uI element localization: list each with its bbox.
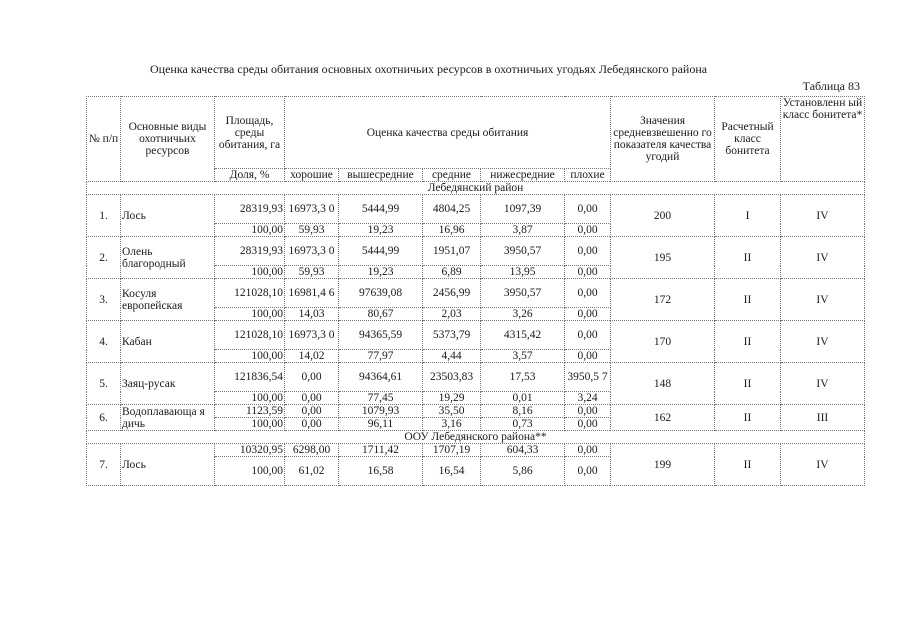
- cell-set-class: IV: [781, 444, 865, 486]
- cell-avg: 1951,07: [423, 237, 481, 266]
- cell-good: 16973,3 0: [285, 321, 339, 350]
- header-above: вышесредние: [339, 169, 423, 182]
- cell-bad-percent: 0,00: [565, 418, 611, 431]
- header-num: № п/п: [87, 97, 121, 182]
- table-row: [87, 237, 865, 266]
- cell-good-percent: 61,02: [285, 457, 339, 486]
- cell-area: 28319,93: [215, 195, 285, 224]
- row-number: 1.: [87, 195, 121, 237]
- cell-above-percent: 96,11: [339, 418, 423, 431]
- cell-area-percent: 100,00: [215, 457, 285, 486]
- cell-avg-percent: 2,03: [423, 308, 481, 321]
- cell-above-percent: 77,97: [339, 350, 423, 363]
- cell-good-percent: 0,00: [285, 418, 339, 431]
- row-number: 3.: [87, 279, 121, 321]
- row-number: 5.: [87, 363, 121, 405]
- header-share: Доля, %: [215, 169, 285, 182]
- cell-set-class: IV: [781, 363, 865, 405]
- header-calc-class: Расчетный класс бонитета: [715, 97, 781, 182]
- cell-set-class: III: [781, 405, 865, 431]
- header-bad: плохие: [565, 169, 611, 182]
- row-number: 4.: [87, 321, 121, 363]
- row-species: Заяц-русак: [121, 363, 215, 405]
- header-species: Основные виды охотничьих ресурсов: [121, 97, 215, 182]
- cell-area-percent: 100,00: [215, 418, 285, 431]
- cell-above-percent: 77,45: [339, 392, 423, 405]
- cell-bad-percent: 3,24: [565, 392, 611, 405]
- section-row: [87, 182, 865, 195]
- row-species: Водоплавающа я дичь: [121, 405, 215, 431]
- table-row: [87, 321, 865, 350]
- cell-below-percent: 13,95: [481, 266, 565, 279]
- cell-below-percent: 3,87: [481, 224, 565, 237]
- cell-above: 5444,99: [339, 195, 423, 224]
- row-number: 6.: [87, 405, 121, 431]
- section-title: Лебедянский район: [87, 182, 865, 195]
- cell-above: 94364,61: [339, 363, 423, 392]
- cell-weighted: 200: [611, 195, 715, 237]
- cell-bad-percent: 0,00: [565, 224, 611, 237]
- cell-good-percent: 0,00: [285, 392, 339, 405]
- cell-good: 16973,3 0: [285, 195, 339, 224]
- cell-weighted: 199: [611, 444, 715, 486]
- cell-set-class: IV: [781, 237, 865, 279]
- cell-bad: 0,00: [565, 279, 611, 308]
- cell-area-percent: 100,00: [215, 392, 285, 405]
- cell-bad: 0,00: [565, 444, 611, 457]
- cell-bad-percent: 0,00: [565, 308, 611, 321]
- header-area: Площадь, среды обитания, га: [215, 97, 285, 169]
- section-row: [87, 431, 865, 444]
- cell-calc-class: II: [715, 279, 781, 321]
- cell-avg: 5373,79: [423, 321, 481, 350]
- cell-set-class: IV: [781, 321, 865, 363]
- cell-bad-percent: 0,00: [565, 457, 611, 486]
- cell-avg-percent: 16,54: [423, 457, 481, 486]
- cell-set-class: IV: [781, 279, 865, 321]
- cell-weighted: 170: [611, 321, 715, 363]
- cell-area: 1123,59: [215, 405, 285, 418]
- cell-above: 97639,08: [339, 279, 423, 308]
- cell-bad-percent: 0,00: [565, 266, 611, 279]
- cell-calc-class: I: [715, 195, 781, 237]
- cell-avg: 2456,99: [423, 279, 481, 308]
- cell-good-percent: 14,03: [285, 308, 339, 321]
- cell-below: 4315,42: [481, 321, 565, 350]
- cell-calc-class: II: [715, 444, 781, 486]
- cell-avg-percent: 16,96: [423, 224, 481, 237]
- cell-above: 5444,99: [339, 237, 423, 266]
- row-species: Олень благородный: [121, 237, 215, 279]
- cell-area: 121836,54: [215, 363, 285, 392]
- table-row: [87, 279, 865, 308]
- cell-area-percent: 100,00: [215, 224, 285, 237]
- cell-good-percent: 59,93: [285, 224, 339, 237]
- cell-calc-class: II: [715, 363, 781, 405]
- cell-good: 16981,4 6: [285, 279, 339, 308]
- cell-good: 0,00: [285, 363, 339, 392]
- document-title: Оценка качества среды обитания основных охотничьих ресурсов в охотничьих угодьях Лебедянского района: [150, 62, 708, 76]
- cell-avg-percent: 6,89: [423, 266, 481, 279]
- cell-bad: 0,00: [565, 195, 611, 224]
- row-species: Лось: [121, 444, 215, 486]
- table-row: [87, 363, 865, 392]
- cell-avg: 4804,25: [423, 195, 481, 224]
- header-avg: средние: [423, 169, 481, 182]
- cell-weighted: 195: [611, 237, 715, 279]
- cell-area: 10320,95: [215, 444, 285, 457]
- cell-bad-percent: 0,00: [565, 350, 611, 363]
- cell-calc-class: II: [715, 237, 781, 279]
- cell-avg-percent: 4,44: [423, 350, 481, 363]
- cell-below: 3950,57: [481, 237, 565, 266]
- cell-below: 17,53: [481, 363, 565, 392]
- row-species: Косуля европейская: [121, 279, 215, 321]
- cell-below: 604,33: [481, 444, 565, 457]
- cell-below-percent: 3,57: [481, 350, 565, 363]
- cell-above-percent: 19,23: [339, 224, 423, 237]
- cell-weighted: 162: [611, 405, 715, 431]
- cell-below-percent: 0,73: [481, 418, 565, 431]
- cell-bad: 3950,5 7: [565, 363, 611, 392]
- cell-calc-class: II: [715, 405, 781, 431]
- cell-avg-percent: 3,16: [423, 418, 481, 431]
- cell-area-percent: 100,00: [215, 266, 285, 279]
- cell-above: 94365,59: [339, 321, 423, 350]
- section-title: ООУ Лебедянского района**: [87, 431, 865, 444]
- quality-table: [86, 96, 865, 486]
- cell-area: 121028,10: [215, 279, 285, 308]
- cell-bad: 0,00: [565, 237, 611, 266]
- cell-bad: 0,00: [565, 405, 611, 418]
- cell-set-class: IV: [781, 195, 865, 237]
- cell-bad: 0,00: [565, 321, 611, 350]
- header-quality: Оценка качества среды обитания: [285, 97, 611, 169]
- cell-area-percent: 100,00: [215, 308, 285, 321]
- header-below: нижесредние: [481, 169, 565, 182]
- cell-below-percent: 0,01: [481, 392, 565, 405]
- cell-below: 8,16: [481, 405, 565, 418]
- cell-avg: 23503,83: [423, 363, 481, 392]
- table-label: Таблица 83: [802, 79, 860, 93]
- cell-avg-percent: 19,29: [423, 392, 481, 405]
- table-row: [87, 195, 865, 224]
- cell-below-percent: 5,86: [481, 457, 565, 486]
- cell-good-percent: 14,02: [285, 350, 339, 363]
- cell-calc-class: II: [715, 321, 781, 363]
- row-number: 2.: [87, 237, 121, 279]
- cell-area-percent: 100,00: [215, 350, 285, 363]
- cell-above-percent: 16,58: [339, 457, 423, 486]
- cell-above-percent: 80,67: [339, 308, 423, 321]
- cell-area: 121028,10: [215, 321, 285, 350]
- cell-weighted: 148: [611, 363, 715, 405]
- cell-good: 6298,00: [285, 444, 339, 457]
- cell-good: 0,00: [285, 405, 339, 418]
- cell-area: 28319,93: [215, 237, 285, 266]
- header-weighted: Значения средневзвешенно го показателя качества угодий: [611, 97, 715, 182]
- table-row: [87, 405, 865, 418]
- row-number: 7.: [87, 444, 121, 486]
- table-row: [87, 444, 865, 457]
- cell-below-percent: 3,26: [481, 308, 565, 321]
- cell-above: 1079,93: [339, 405, 423, 418]
- row-species: Лось: [121, 195, 215, 237]
- cell-avg: 35,50: [423, 405, 481, 418]
- header-set-class: Установленн ый класс бонитета*: [781, 97, 865, 182]
- cell-above-percent: 19,23: [339, 266, 423, 279]
- cell-good: 16973,3 0: [285, 237, 339, 266]
- header-good: хорошие: [285, 169, 339, 182]
- cell-below: 1097,39: [481, 195, 565, 224]
- cell-above: 1711,42: [339, 444, 423, 457]
- row-species: Кабан: [121, 321, 215, 363]
- cell-below: 3950,57: [481, 279, 565, 308]
- cell-good-percent: 59,93: [285, 266, 339, 279]
- cell-weighted: 172: [611, 279, 715, 321]
- cell-avg: 1707,19: [423, 444, 481, 457]
